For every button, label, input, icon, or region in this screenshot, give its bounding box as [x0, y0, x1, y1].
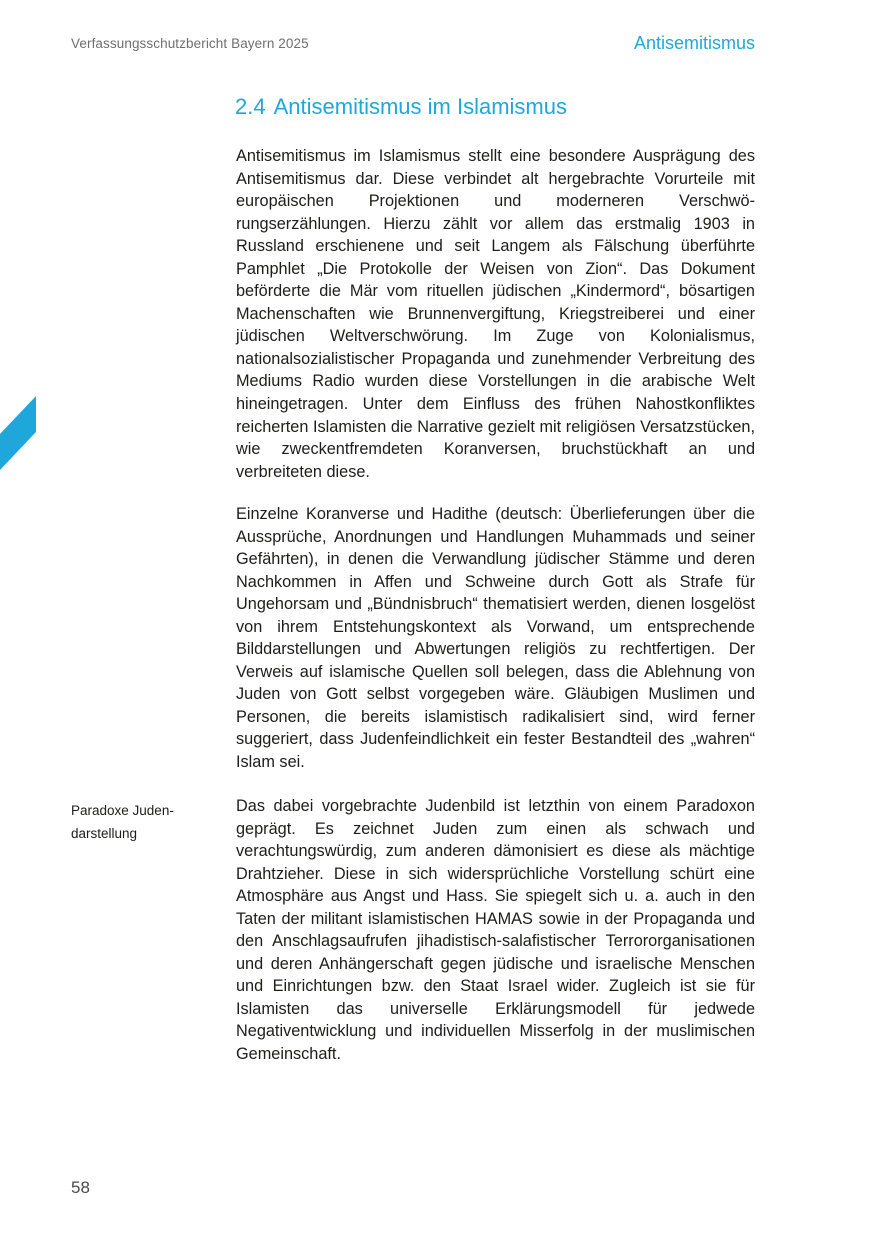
body-paragraph-1: Antisemitismus im Islamismus stellt eine besondere Ausprägung des Antisemitismus dar. Diese verbindet alt hergebrachte Vorurteile mit europäischen Projektionen und moderneren Verschwörungserzählungen. Hierzu zählt vor allem das erstmalig 1903 in Russland erschienene und seit Langem als Fälschung überführte Pamphlet „Die Protokolle der Weisen von Zion“. Das Dokument beförderte die Mär vom rituellen jüdischen „Kindermord“, bösartigen Machenschaften wie Brunnenvergiftung, Kriegstreiberei und einer jüdischen Weltverschwörung. Im Zuge von Kolonialismus, nationalsozialistischer Propaganda und zunehmender Verbreitung des Mediums Radio wurden diese Vorstellungen in die arabische Welt hineingetragen. Unter dem Einfluss des frühen Nahostkonfliktes reicherten Islamisten die Narrative gezielt mit religiösen Versatzstücken, wie zweckentfremdeten Koranversen, bruchstückhaft an und verbreiteten diese. — [236, 147, 755, 481]
chapter-marker-shape — [0, 396, 36, 470]
running-head-publication: Verfassungsschutzbericht Bayern 2025 — [71, 36, 309, 51]
chapter-marker-tab — [0, 396, 36, 470]
body-paragraph-3: Das dabei vorgebrachte Judenbild ist letzthin von einem Paradoxon geprägt. Es zeichnet Juden zum einen als schwach und verachtungswürdig, zum anderen dämonisiert es diese als mächtige Drahtzieher. Diese in sich widersprüchliche Vorstellung schürt eine Atmosphäre aus Angst und Hass. Sie spiegelt sich u. a. auch in den Taten der militant islamistischen HAMAS sowie in der Propaganda und den Anschlagsaufrufen jihadistisch-salafistischer Terrororganisationen und deren Anhängerschaft gegen jüdische und israelische Menschen und Einrichtungen bzw. den Staat Israel wider. Zugleich ist sie für Islamisten das universelle Erklärungsmodell für jedwede Negativentwicklung und individuellen Misserfolg in der muslimischen Gemeinschaft. — [236, 797, 755, 1064]
body-paragraph-2: Einzelne Koranverse und Hadithe (deutsch: Überlieferungen über die Aussprüche, Anordnungen und Handlungen Muhammads und seiner Gefährten), in denen die Verwandlung jüdischer Stämme und deren Nachkommen in Affen und Schweine durch Gott als Strafe für Ungehorsam und „Bündnisbruch“ thematisiert werden, dienen losgelöst von ihrem Entstehungskontext als Vorwand, um entsprechende Bilddarstellungen und Abwertungen religiös zu rechtfertigen. Der Verweis auf islamische Quellen soll belegen, dass die Ablehnung von Juden von Gott selbst vorgegeben wäre. Gläubigen Muslimen und Personen, die bereits islamistisch radikalisiert sind, wird ferner suggeriert, dass Judenfeindlichkeit ein fester Bestandteil des „wahren“ Islam sei. — [236, 505, 755, 772]
section-title: Antisemitismus im Islamismus — [273, 94, 567, 119]
section-heading — [235, 94, 567, 120]
page-number: 58 — [71, 1178, 90, 1197]
section-number: 2.4 — [235, 94, 266, 119]
margin-note: Paradoxe Judendarstellung — [71, 803, 174, 841]
running-head-chapter: Antisemitismus — [633, 33, 755, 53]
